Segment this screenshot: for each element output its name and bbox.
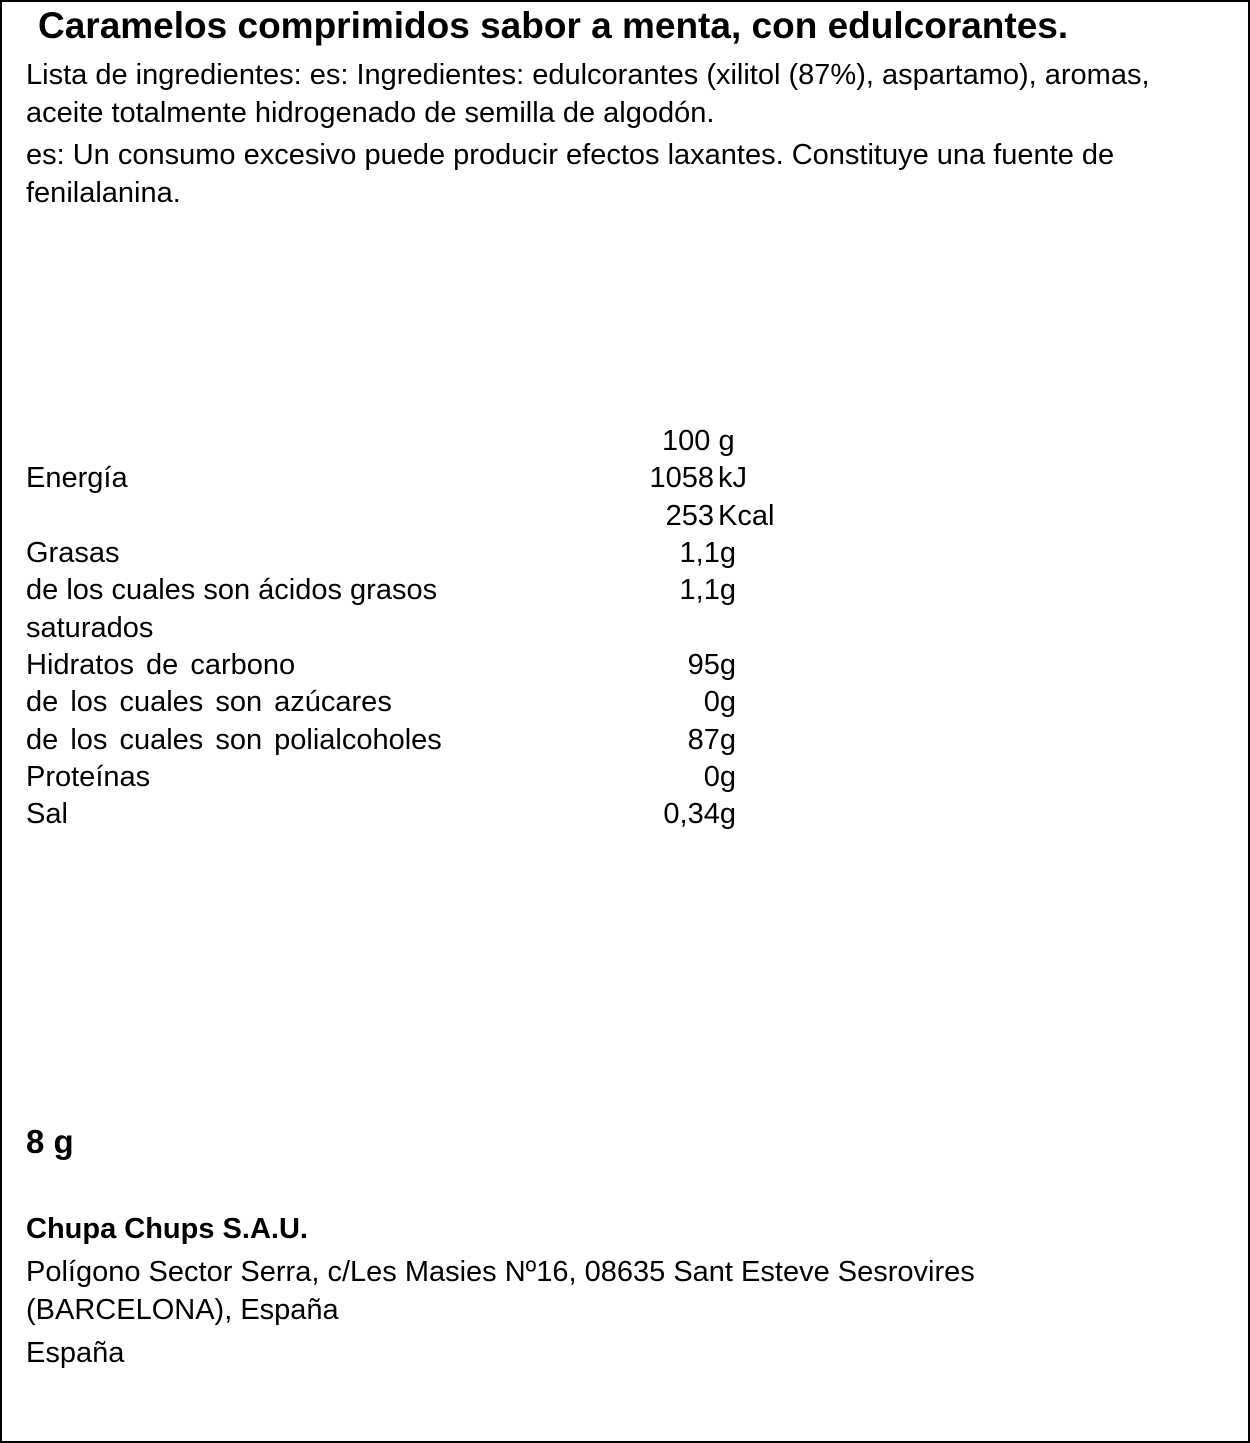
energy-kcal-value: 253 bbox=[665, 500, 714, 532]
nutrition-row-label: Proteínas bbox=[26, 761, 151, 793]
nutrition-row-value: 0,34g bbox=[663, 798, 736, 830]
nutrition-row-label: de los cuales son ácidos grasos bbox=[26, 574, 438, 606]
nutrition-row-label: de los cuales son azúcares bbox=[26, 686, 392, 718]
nutrition-row-label: de los cuales son polialcoholes bbox=[26, 724, 442, 756]
company-country: España bbox=[26, 1337, 125, 1369]
nutrition-row-value: 0g bbox=[703, 686, 736, 718]
nutrition-row-value: 87g bbox=[687, 724, 736, 756]
nutrition-row-label: Hidratos de carbono bbox=[26, 649, 296, 681]
nutrition-row-value: 95g bbox=[687, 649, 736, 681]
company-address-line2: (BARCELONA), España bbox=[26, 1294, 339, 1326]
nutrition-row-value: 0g bbox=[703, 761, 736, 793]
nutrition-row-value: 1,1g bbox=[679, 574, 736, 606]
net-weight: 8 g bbox=[26, 1123, 74, 1160]
energy-label: Energía bbox=[26, 462, 128, 494]
warning-text: es: Un consumo excesivo puede producir efectos laxantes. Constituye una fuente de fenilalanina. bbox=[26, 139, 1115, 209]
nutrition-row-label-cont: saturados bbox=[26, 612, 154, 644]
nutrition-row-label: Grasas bbox=[26, 537, 120, 569]
company-address-line1: Polígono Sector Serra, c/Les Masies Nº16, 08635 Sant Esteve Sesrovires bbox=[26, 1256, 975, 1288]
energy-kcal-unit: Kcal bbox=[718, 500, 775, 532]
company-name: Chupa Chups S.A.U. bbox=[26, 1213, 308, 1245]
energy-kj-unit: kJ bbox=[718, 462, 747, 494]
nutrition-row-label: Sal bbox=[26, 798, 68, 830]
energy-kj-value: 1058 bbox=[649, 462, 714, 494]
ingredients-list: Lista de ingredientes: es: Ingredientes: edulcorantes (xilitol (87%), aspartamo), aromas, aceite totalmente hidrogenado de semilla de algodón. bbox=[26, 59, 1150, 129]
nutrition-header: 100 g bbox=[662, 425, 735, 457]
product-title: Caramelos comprimidos sabor a menta, con edulcorantes. bbox=[38, 5, 1069, 46]
nutrition-row-value: 1,1g bbox=[679, 537, 736, 569]
